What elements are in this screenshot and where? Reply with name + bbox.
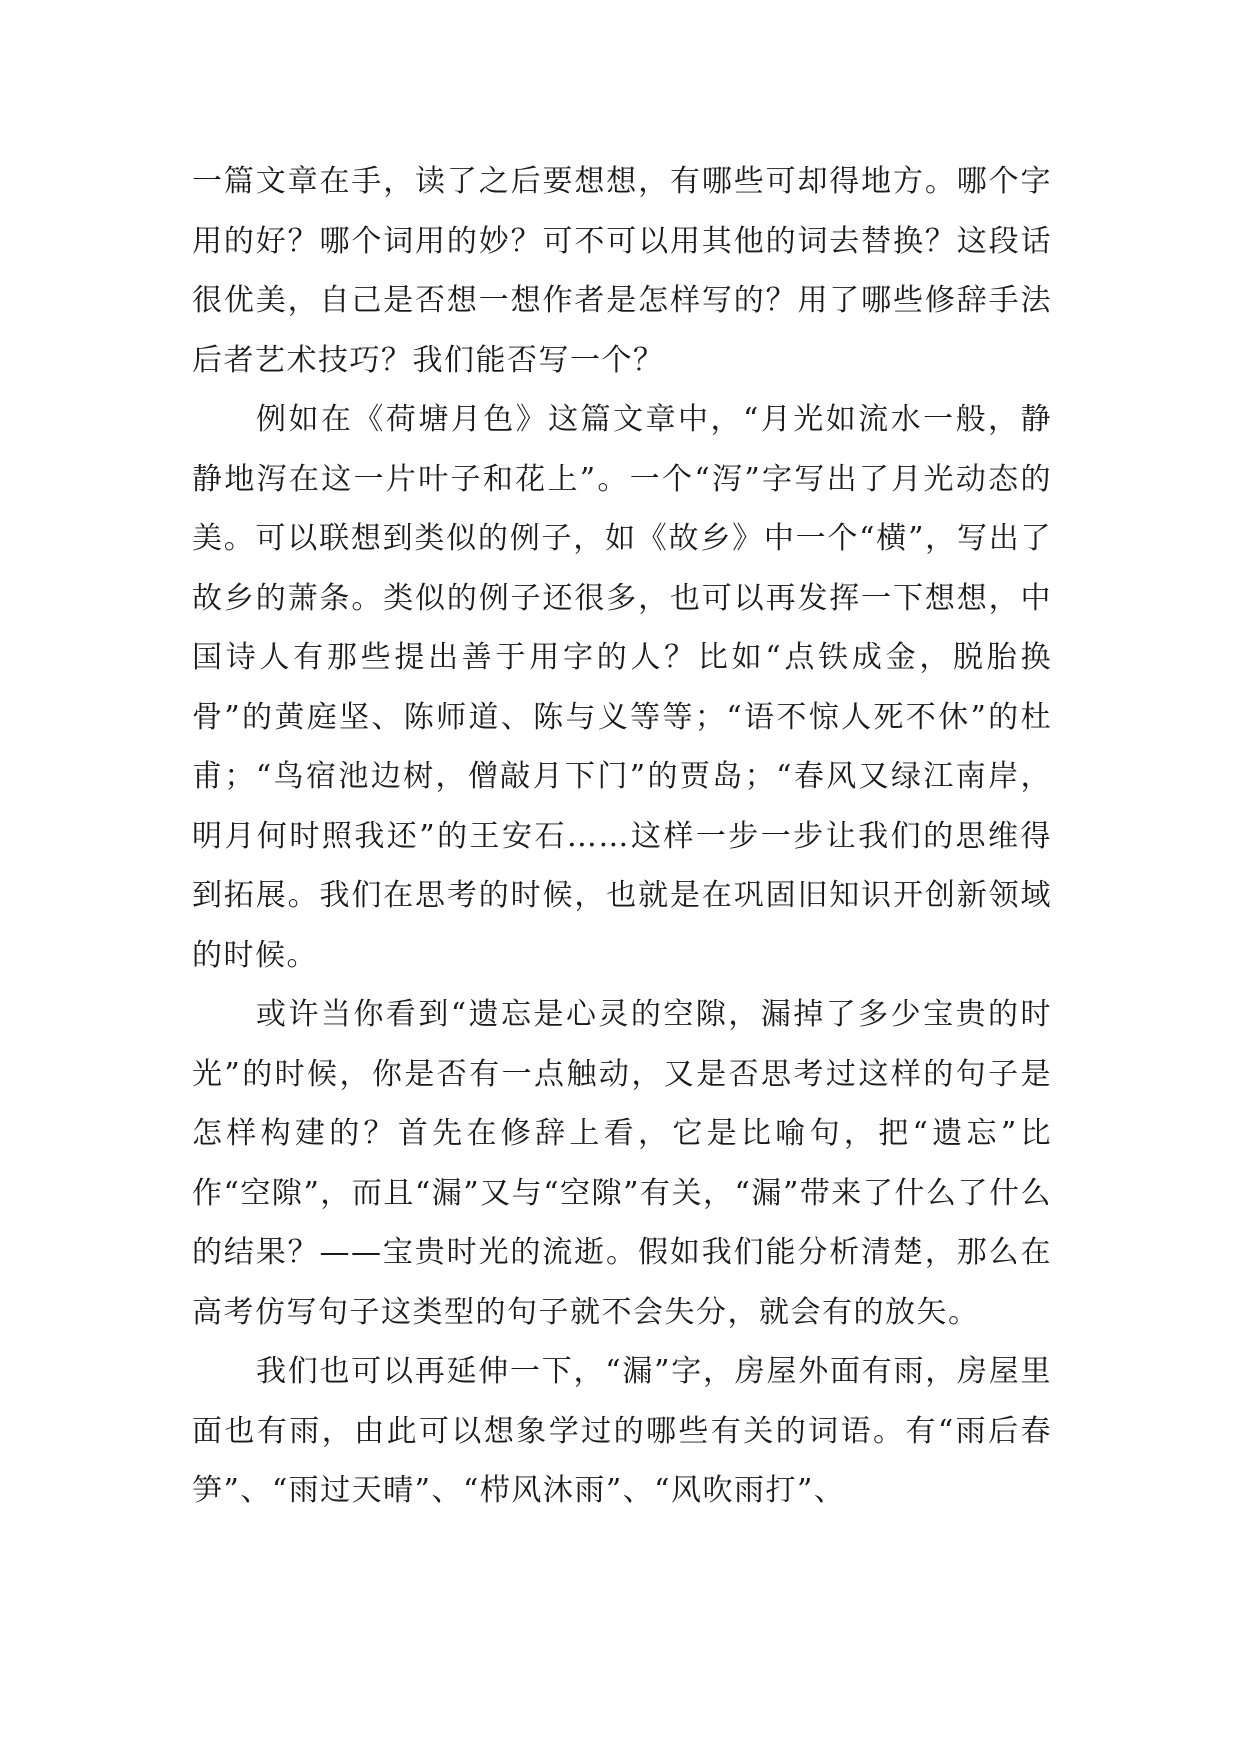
paragraph-2: 例如在《荷塘月色》这篇文章中，“月光如流水一般，静静地泻在这一片叶子和花上”。一个“泻”字写出了月光动态的美。可以联想到类似的例子，如《故乡》中一个“横”，写出了故乡的萧条。类似的例子还很多，也可以再发挥一下想想，中国诗人有那些提出善于用字的人？比如“点铁成金，脱胎换骨”的黄庭坚、陈师道、陈与义等等；“语不惊人死不休”的杜甫；“鸟宿池边树，僧敲月下门”的贾岛；“春风又绿江南岸，明月何时照我还”的王安石……这样一步一步让我们的思维得到拓展。我们在思考的时候，也就是在巩固旧知识开创新领域的时候。 — [192, 402, 1052, 973]
paragraph-4: 我们也可以再延伸一下，“漏”字，房屋外面有雨，房屋里面也有雨，由此可以想象学过的哪些有关的词语。有“雨后春笋”、“雨过天晴”、“栉风沐雨”、“风吹雨打”、 — [192, 1354, 1052, 1508]
paragraph-1: 一篇文章在手，读了之后要想想，有哪些可却得地方。哪个字用的好？哪个词用的妙？可不可以用其他的词去替换？这段话很优美，自己是否想一想作者是怎样写的？用了哪些修辞手法后者艺术技巧？我们能否写一个？ — [192, 164, 1052, 378]
body-text — [192, 152, 1052, 1521]
paragraph-3: 或许当你看到“遗忘是心灵的空隙，漏掉了多少宝贵的时光”的时候，你是否有一点触动，又是否思考过这样的句子是怎样构建的？首先在修辞上看，它是比喻句，把“遗忘”比作“空隙”，而且“漏”又与“空隙”有关，“漏”带来了什么了什么的结果？——宝贵时光的流逝。假如我们能分析清楚，那么在高考仿写句子这类型的句子就不会失分，就会有的放矢。 — [192, 997, 1052, 1330]
